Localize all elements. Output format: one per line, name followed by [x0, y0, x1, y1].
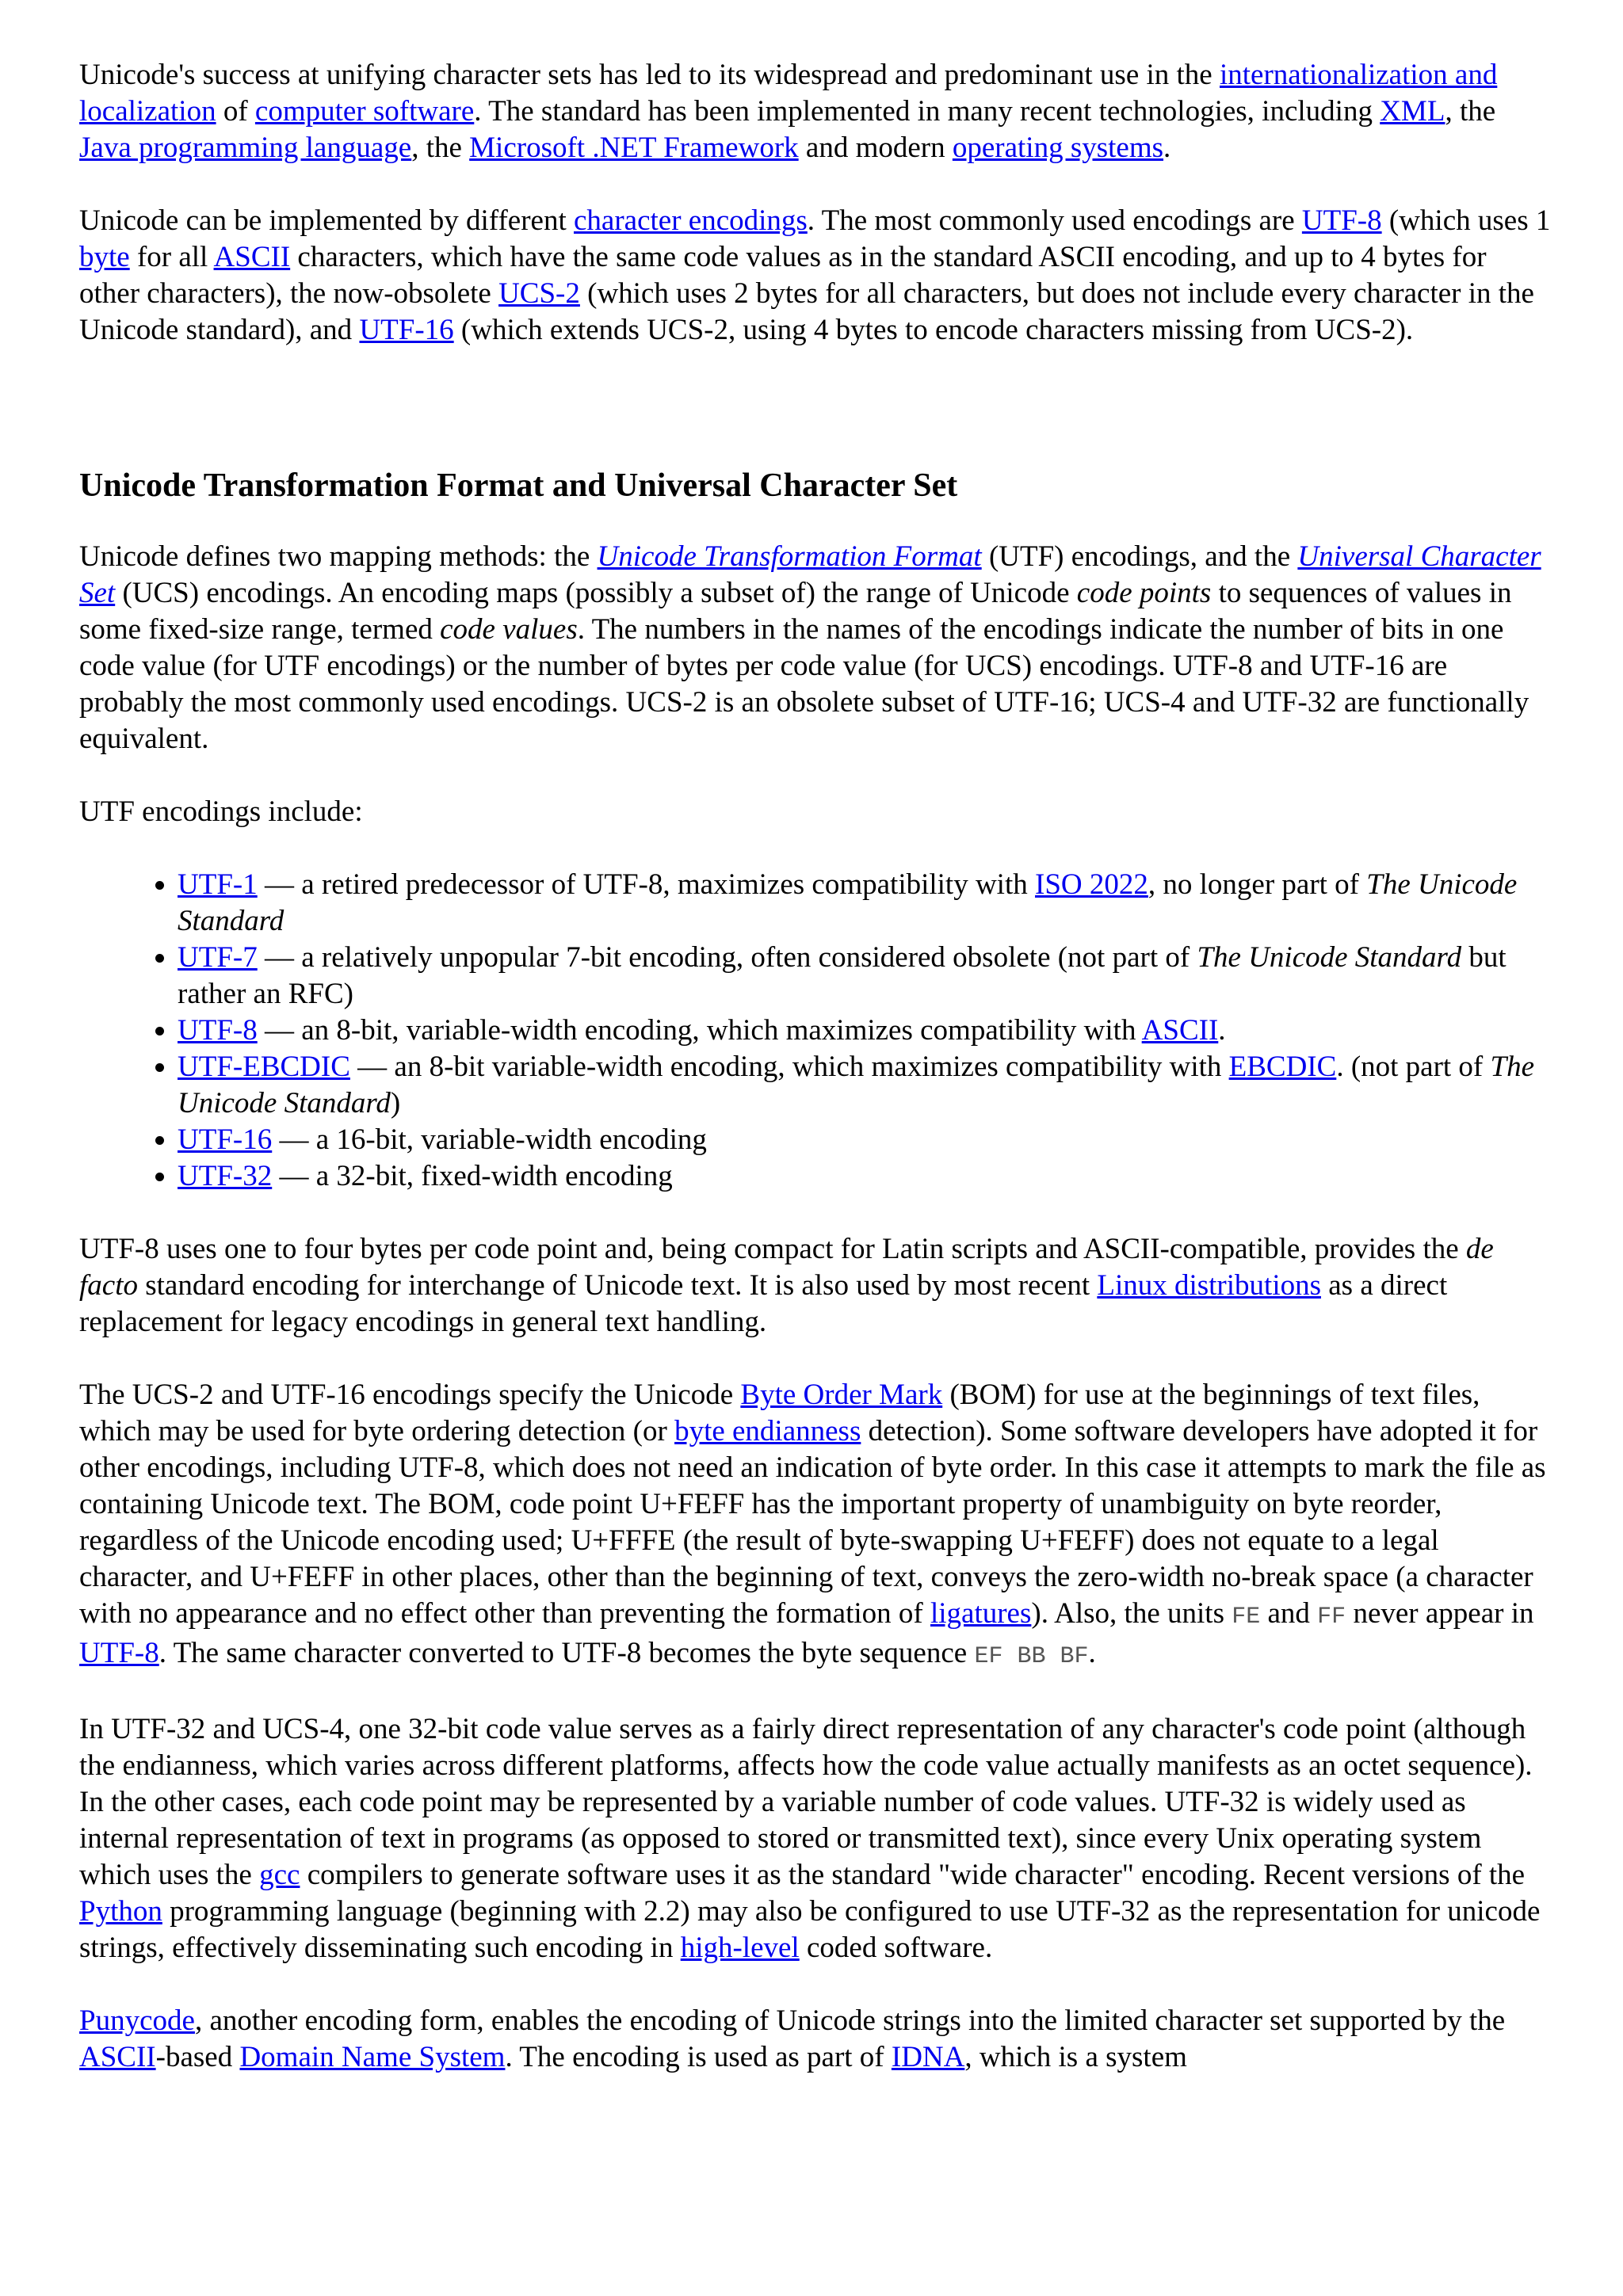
link-utf-8[interactable]: UTF-8	[178, 1014, 258, 1047]
text: )	[390, 1087, 401, 1119]
text: detection). Some software developers have adopted it for other encodings, including UTF-8, which does not need an indication of byte order. In this case it attempts to mark the file as containing Unicode text. The BOM, code point U+FEFF has the important property of unambiguity on byte reorder, regardless of the Unicode encoding used; U+FFFE (the result of byte-swapping U+FEFF) does not equate to a legal character, and U+FEFF in other places, other than the beginning of text, conveys the zero-width no-break space (a character with no appearance and no effect other than preventing the formation of	[79, 1415, 1546, 1630]
emphasis: The Unicode Standard	[178, 1051, 1535, 1119]
link-utf-32[interactable]: UTF-32	[178, 1160, 273, 1192]
link-internationalization[interactable]: internationalization and localization	[79, 59, 1498, 128]
paragraph-intro	[79, 57, 1553, 166]
text: (which extends UCS-2, using 4 bytes to encode characters missing from UCS-2).	[453, 314, 1414, 346]
link-utf-8[interactable]: UTF-8	[1301, 204, 1382, 237]
link-text: Unicode Transformation Format	[597, 540, 982, 573]
list-item	[178, 1013, 1553, 1049]
link-utf-16[interactable]: UTF-16	[178, 1123, 273, 1156]
paragraph-utf-8	[79, 1231, 1553, 1341]
text: Unicode defines two mapping methods: the	[79, 540, 598, 573]
text: . (not part of	[1336, 1051, 1491, 1083]
text: . The encoding is used as part of	[505, 2041, 892, 2073]
text: , another encoding form, enables the encoding of Unicode strings into the limited character set supported by the	[194, 2004, 1506, 2037]
emphasis: code points	[1076, 577, 1212, 609]
link-utf-ebcdic[interactable]: UTF-EBCDIC	[178, 1051, 350, 1083]
text: UTF-8 uses one to four bytes per code point and, being compact for Latin scripts and ASCII-compatible, provides the	[79, 1233, 1466, 1265]
text: In UTF-32 and UCS-4, one 32-bit code value serves as a fairly direct representation of any character's code point (although the endianness, which varies across different platforms, affects how the code value actually manifests as an octet sequence). In the other cases, each code point may be represented by a variable number of code values. UTF-32 is widely used as internal representation of text in programs (as opposed to stored or transmitted text), since every Unix operating system which uses the	[79, 1713, 1533, 1891]
link-python[interactable]: Python	[79, 1895, 162, 1928]
text: (UTF) encodings, and the	[981, 540, 1298, 573]
text: . The most commonly used encodings are	[807, 204, 1302, 237]
text: , the	[1445, 95, 1496, 128]
link-unicode-transformation-format[interactable]	[598, 540, 982, 573]
link-operating-systems[interactable]: operating systems	[952, 132, 1164, 164]
text: as a direct replacement for legacy encodings in general text handling.	[79, 1269, 1448, 1338]
list-item	[178, 1158, 1553, 1195]
article-body	[79, 57, 1553, 2112]
link-character-encodings[interactable]: character encodings	[573, 204, 808, 237]
text: (BOM) for use at the beginnings of text files, which may be used for byte ordering detection (or	[79, 1379, 1480, 1447]
list-item	[178, 940, 1553, 1013]
text: .	[1088, 1637, 1096, 1669]
link-linux-distributions[interactable]: Linux distributions	[1097, 1269, 1321, 1302]
link-ascii[interactable]: ASCII	[79, 2041, 156, 2073]
link-iso-2022[interactable]: ISO 2022	[1035, 868, 1148, 901]
text: but rather an RFC)	[178, 941, 1507, 1010]
emphasis: code values	[440, 613, 578, 646]
link-ebcdic[interactable]: EBCDIC	[1228, 1051, 1337, 1083]
list-item	[178, 867, 1553, 940]
paragraph-encodings	[79, 203, 1553, 349]
link-idna[interactable]: IDNA	[891, 2041, 965, 2073]
text: Unicode's success at unifying character sets has led to its widespread and predominant use in the	[79, 59, 1220, 91]
link-xml[interactable]: XML	[1380, 95, 1445, 128]
text: .	[1163, 132, 1171, 164]
paragraph-bom	[79, 1377, 1553, 1675]
text: . The same character converted to UTF-8 becomes the byte sequence	[158, 1637, 975, 1669]
text: — a retired predecessor of UTF-8, maximizes compatibility with	[257, 868, 1035, 901]
code-ff: FF	[1317, 1604, 1346, 1630]
text: programming language (beginning with 2.2) may also be configured to use UTF-32 as the representation for unicode strings, effectively disseminating such encoding in	[79, 1895, 1541, 1964]
text: (which uses 2 bytes for all characters, but does not include every character in the Unicode standard), and	[79, 277, 1534, 346]
text: — an 8-bit, variable-width encoding, which maximizes compatibility with	[257, 1014, 1142, 1047]
link-byte-endianness[interactable]: byte endianness	[674, 1415, 861, 1447]
text: and	[1260, 1597, 1318, 1630]
link-ascii[interactable]: ASCII	[213, 241, 291, 273]
section-heading: Unicode Transformation Format and Universal Character Set	[79, 467, 958, 504]
link-punycode[interactable]: Punycode	[79, 2004, 195, 2037]
emphasis: de facto	[79, 1233, 1494, 1302]
paragraph-mapping-methods	[79, 539, 1553, 757]
text: for all	[129, 241, 214, 273]
link-utf-16[interactable]: UTF-16	[359, 314, 454, 346]
text: — a 32-bit, fixed-width encoding	[272, 1160, 673, 1192]
text: never appear in	[1346, 1597, 1534, 1630]
link-ucs-2[interactable]: UCS-2	[498, 277, 580, 310]
link-ascii[interactable]: ASCII	[1141, 1014, 1219, 1047]
text: .	[1218, 1014, 1226, 1047]
link-ligatures[interactable]: ligatures	[930, 1597, 1032, 1630]
link-utf-7[interactable]: UTF-7	[178, 941, 258, 974]
link-java[interactable]: Java programming language	[79, 132, 412, 164]
emphasis: The Unicode Standard	[1197, 941, 1462, 974]
link-byte-order-mark[interactable]: Byte Order Mark	[740, 1379, 943, 1411]
text: . The standard has been implemented in many recent technologies, including	[474, 95, 1381, 128]
text: ). Also, the units	[1031, 1597, 1232, 1630]
paragraph-punycode	[79, 2003, 1553, 2076]
text: , no longer part of	[1148, 868, 1367, 901]
text: (which uses 1	[1381, 204, 1551, 237]
link-utf-8[interactable]: UTF-8	[79, 1637, 159, 1669]
link-gcc[interactable]: gcc	[259, 1859, 300, 1891]
link-domain-name-system[interactable]: Domain Name System	[239, 2041, 506, 2073]
text: , the	[411, 132, 470, 164]
text: of	[216, 95, 255, 128]
paragraph-utf-intro: UTF encodings include:	[79, 795, 363, 828]
list-item	[178, 1049, 1553, 1122]
text: and modern	[798, 132, 953, 164]
paragraph-utf-32	[79, 1711, 1553, 1966]
code-byte-sequence: EF BB BF	[974, 1643, 1089, 1670]
link-byte[interactable]: byte	[79, 241, 130, 273]
text: (UCS) encodings. An encoding maps (possibly a subset of) the range of Unicode	[115, 577, 1077, 609]
code-fe: FE	[1232, 1604, 1261, 1630]
link-text: Universal Character Set	[79, 540, 1541, 609]
text: standard encoding for interchange of Unicode text. It is also used by most recent	[137, 1269, 1098, 1302]
text: compilers to generate software uses it as the standard "wide character" encoding. Recent versions of the	[300, 1859, 1526, 1891]
text: The UCS-2 and UTF-16 encodings specify the Unicode	[79, 1379, 741, 1411]
text: — an 8-bit variable-width encoding, which maximizes compatibility with	[349, 1051, 1229, 1083]
link-utf-1[interactable]: UTF-1	[178, 868, 258, 901]
link-high-level[interactable]: high-level	[680, 1932, 800, 1964]
text: Unicode can be implemented by different	[79, 204, 574, 237]
utf-encodings-list	[79, 867, 1553, 1195]
text: characters, which have the same code values as in the standard ASCII encoding, and up to 4 bytes for other characters), the now-obsolete	[79, 241, 1487, 310]
text: -based	[155, 2041, 240, 2073]
text: — a 16-bit, variable-width encoding	[272, 1123, 707, 1156]
text: — a relatively unpopular 7-bit encoding, often considered obsolete (not part of	[257, 941, 1197, 974]
emphasis: The Unicode Standard	[178, 868, 1518, 937]
link-dotnet[interactable]: Microsoft .NET Framework	[469, 132, 799, 164]
text: , which is a system	[964, 2041, 1187, 2073]
link-computer-software[interactable]: computer software	[254, 95, 475, 128]
list-item	[178, 1122, 1553, 1158]
text: . The numbers in the names of the encodings indicate the number of bits in one code value (for UTF encodings) or the number of bytes per code value (for UCS) encodings. UTF-8 and UTF-16 are probably the most commonly used encodings. UCS-2 is an obsolete subset of UTF-16; UCS-4 and UTF-32 are functionally equivalent.	[79, 613, 1529, 755]
text: coded software.	[799, 1932, 993, 1964]
text: to sequences of values in some fixed-size range, termed	[79, 577, 1512, 646]
